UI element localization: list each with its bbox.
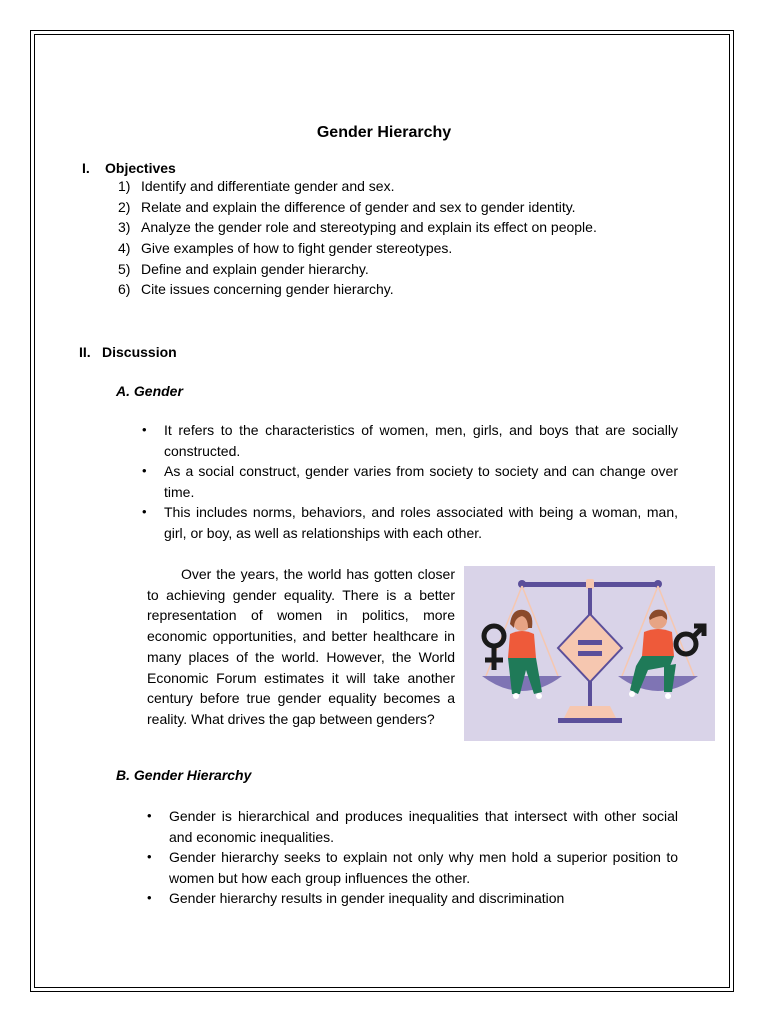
item-text: Relate and explain the difference of gender and sex to gender identity.	[141, 198, 576, 215]
bullet-text: Gender hierarchy seeks to explain not only why men hold a superior position to women but how each group influences the other.	[169, 849, 678, 886]
list-item	[147, 847, 678, 888]
bullet-text: As a social construct, gender varies from society to society and can change over time.	[164, 463, 678, 500]
section-label: Discussion	[102, 344, 177, 360]
bullet-text: Gender is hierarchical and produces inequalities that intersect with other social and economic inequalities.	[169, 808, 678, 845]
equal-sign-top	[578, 640, 602, 645]
list-item	[147, 806, 678, 847]
section-number: I.	[82, 160, 90, 176]
equal-sign-bottom	[578, 651, 602, 656]
item-number: 1)	[118, 178, 131, 194]
page-title: Gender Hierarchy	[316, 124, 452, 141]
item-text: Give examples of how to fight gender stereotypes.	[141, 240, 453, 257]
section-number: II.	[79, 344, 91, 360]
bullet-icon: •	[142, 463, 147, 478]
gender-equality-scale-illustration	[464, 566, 715, 741]
item-number: 6)	[118, 281, 131, 298]
list-item	[147, 888, 678, 909]
item-number: 2)	[118, 198, 131, 215]
bullet-text: It refers to the characteristics of women, men, girls, and boys that are socially constructed.	[164, 422, 678, 459]
item-number: 3)	[118, 219, 131, 236]
bullet-icon: •	[142, 504, 147, 519]
scale-base-plate	[558, 718, 622, 723]
list-item	[142, 461, 678, 502]
scale-base	[564, 706, 616, 718]
section-label: Objectives	[105, 160, 176, 176]
bullet-icon: •	[147, 849, 152, 864]
item-number: 4)	[118, 240, 131, 257]
item-text: Cite issues concerning gender hierarchy.	[141, 281, 394, 298]
item-text: Define and explain gender hierarchy.	[141, 260, 369, 277]
scale-pivot	[586, 579, 594, 589]
bullet-text: Gender hierarchy results in gender inequality and discrimination	[169, 890, 565, 906]
item-text: Analyze the gender role and stereotyping and explain its effect on people.	[141, 219, 597, 236]
list-item	[142, 420, 678, 461]
item-number: 5)	[118, 260, 131, 277]
gender-subheading: A. Gender	[116, 383, 183, 399]
bullet-icon: •	[142, 422, 147, 437]
gender-hierarchy-subheading: B. Gender Hierarchy	[116, 767, 252, 783]
gender-bullets	[142, 420, 678, 543]
bullet-icon: •	[147, 890, 152, 905]
list-item	[142, 502, 678, 543]
gender-paragraph: Over the years, the world has gotten closer to achieving gender equality. There is a better representation of women in politics, more economic opportunities, and better healthcare in many places of the world. However, the World Economic Forum estimates it will take another century before true gender equality becomes a reality. What drives the gap between genders?	[147, 566, 455, 727]
bullet-icon: •	[147, 808, 152, 823]
item-text: Identify and differentiate gender and sex.	[141, 178, 395, 194]
bullet-text: This includes norms, behaviors, and roles associated with being a woman, man, girl, or boy, as well as relationships with each other.	[164, 504, 678, 541]
hierarchy-bullets	[147, 806, 678, 909]
